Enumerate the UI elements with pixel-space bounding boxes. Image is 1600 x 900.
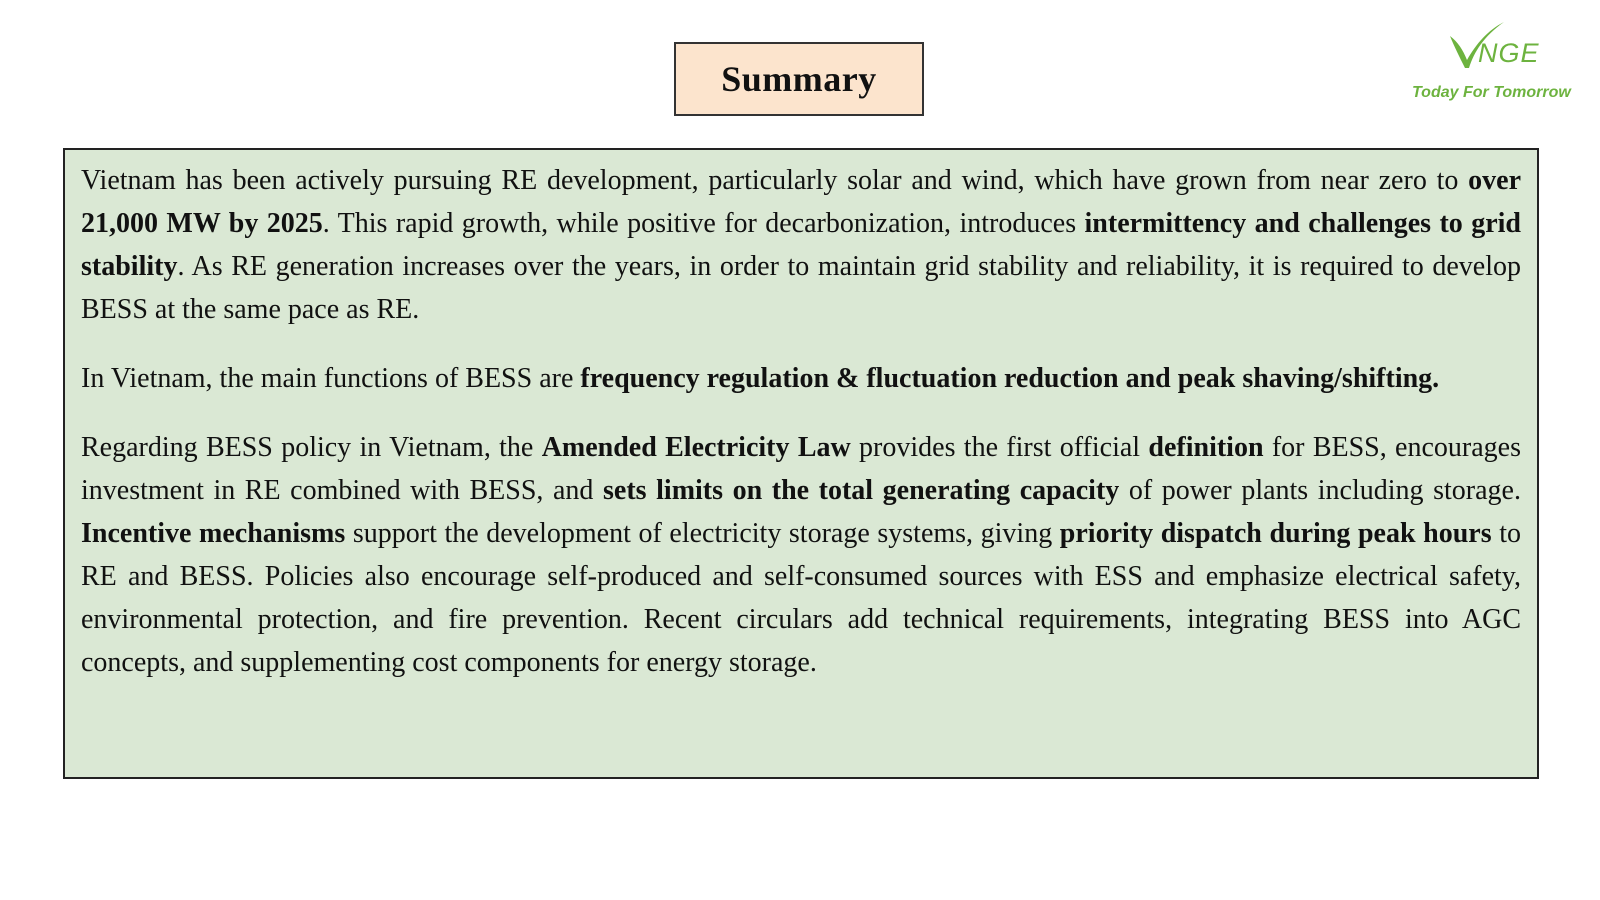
- bold-text-run: Incentive mechanisms: [81, 518, 346, 549]
- vnge-logo: [1404, 18, 1586, 110]
- paragraph-bess-policy: [81, 426, 1521, 684]
- page-title: Summary: [721, 59, 877, 99]
- bold-text-run: frequency regulation & fluctuation reduction and peak shaving/shifting.: [580, 363, 1440, 394]
- text-run: Regarding BESS policy in Vietnam, the: [81, 432, 542, 463]
- text-run: . As RE generation increases over the years, in order to maintain grid stability and reliability, it is required to develop BESS at the same pace as RE.: [81, 251, 1521, 325]
- text-run: provides the first official: [850, 432, 1149, 463]
- text-run: support the development of electricity storage systems, giving: [345, 518, 1060, 549]
- summary-title-box: [674, 42, 924, 116]
- bold-text-run: intermittency and challenges to grid stability: [81, 208, 1521, 282]
- bold-text-run: priority dispatch during peak hours: [1059, 518, 1492, 549]
- bold-text-run: sets limits on the total generating capacity: [603, 475, 1120, 506]
- paragraph-re-development: [81, 159, 1521, 331]
- logo-name: NGE: [1478, 38, 1540, 68]
- bold-text-run: Amended Electricity Law: [541, 432, 851, 463]
- paragraph-bess-functions: [81, 357, 1521, 400]
- text-run: for BESS, encourages investment in RE combined with BESS, and: [81, 432, 1521, 506]
- text-run: Vietnam has been actively pursuing RE development, particularly solar and wind, which have grown from near zero to: [81, 165, 1469, 196]
- bold-text-run: definition: [1148, 432, 1264, 463]
- bold-text-run: over 21,000 MW by 2025: [81, 165, 1521, 239]
- text-run: In Vietnam, the main functions of BESS are: [81, 363, 581, 394]
- text-run: of power plants including storage.: [1119, 475, 1521, 506]
- summary-content-box: [63, 148, 1539, 779]
- logo-tagline: Today For Tomorrow: [1412, 84, 1571, 101]
- text-run: . This rapid growth, while positive for decarbonization, introduces: [322, 208, 1085, 239]
- text-run: to RE and BESS. Policies also encourage self-produced and self-consumed sources with ESS and emphasize electrical safety, environmental protection, and fire prevention. Recent circulars add technical requirements, integrating BESS into AGC concepts, and supplementing cost components for energy storage.: [81, 518, 1521, 678]
